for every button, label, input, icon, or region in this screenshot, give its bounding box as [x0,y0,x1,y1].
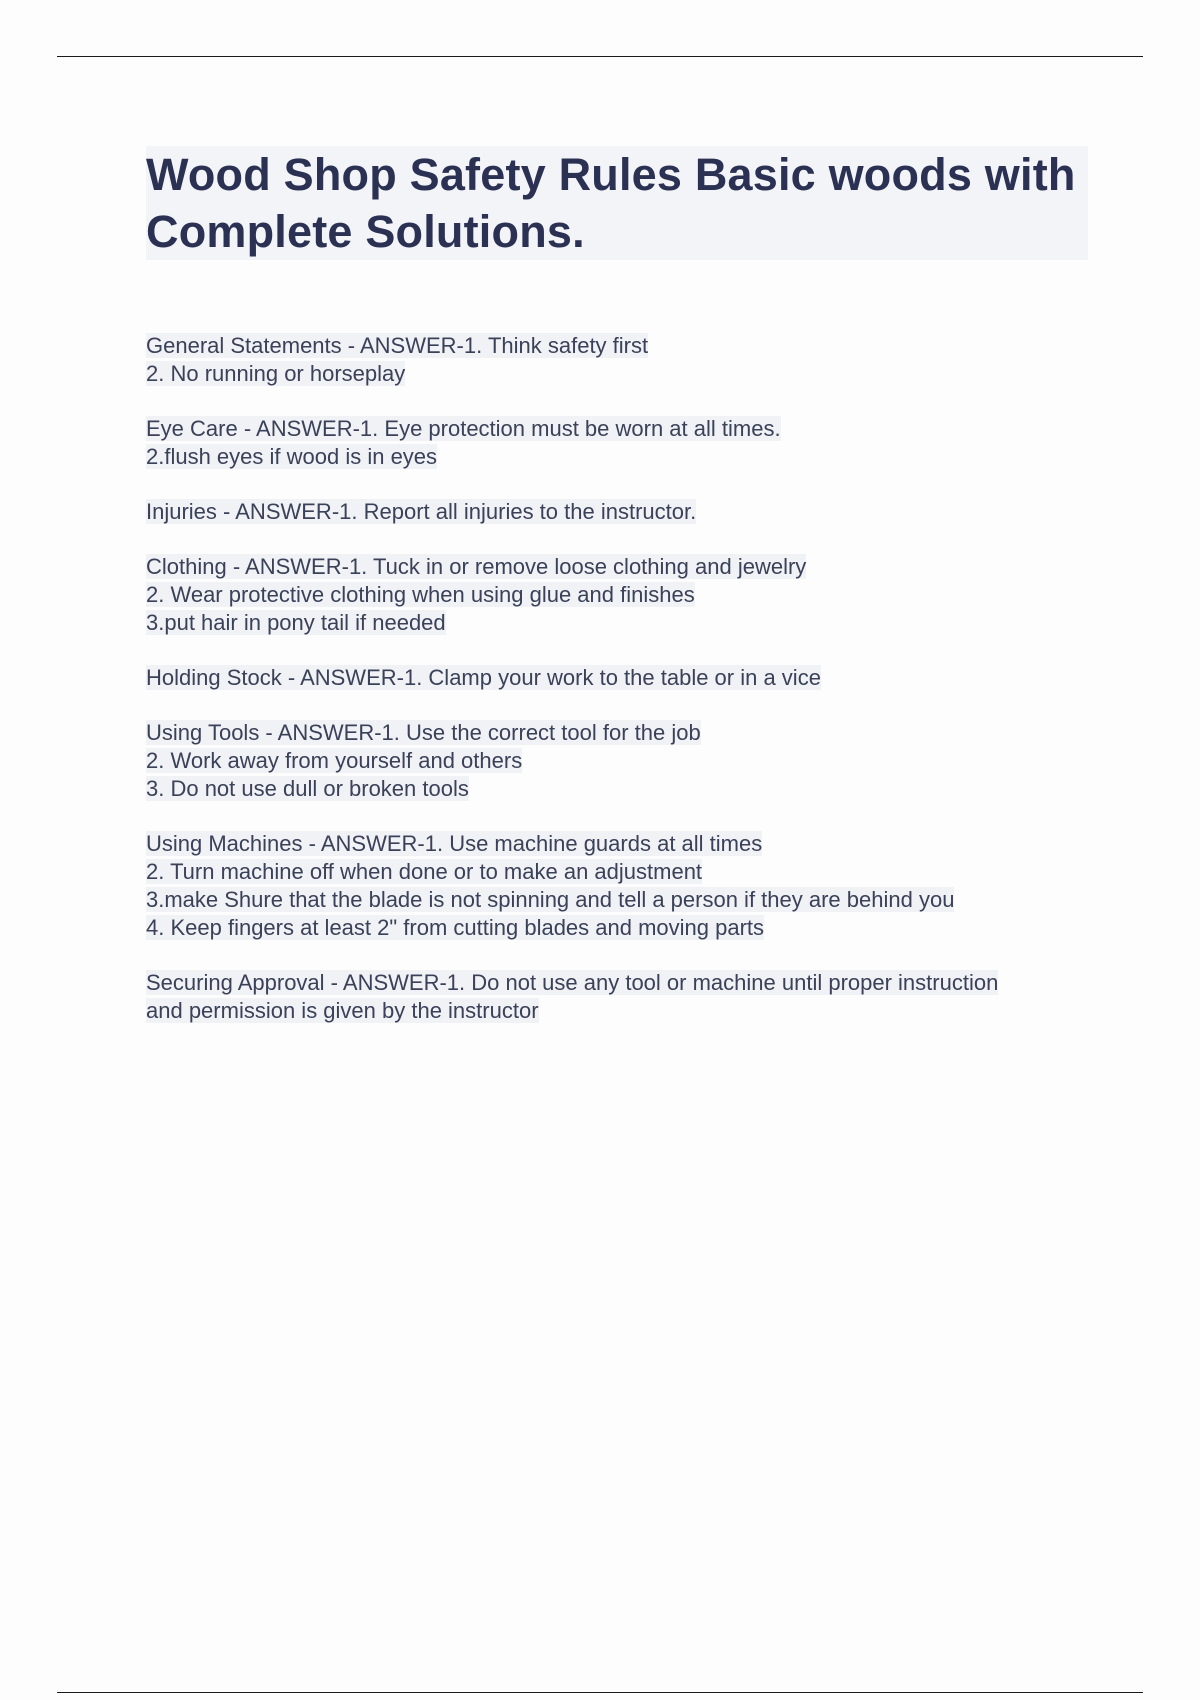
qa-answer-line [146,609,1088,637]
qa-item [146,969,1088,1025]
qa-answer-line [146,360,1088,388]
qa-answer-line [146,747,1088,775]
qa-question-line [146,664,1088,692]
qa-item [146,553,1088,637]
qa-line-text: 2.flush eyes if wood is in eyes [146,444,438,469]
qa-line-text: 3.make Shure that the blade is not spinning and tell a person if they are behind you [146,887,955,912]
qa-item [146,332,1088,388]
qa-question-line [146,332,1088,360]
qa-line-text: Using Tools - ANSWER-1. Use the correct tool for the job [146,720,701,745]
qa-question-line [146,498,1088,526]
qa-item [146,830,1088,942]
qa-item [146,415,1088,471]
qa-line-text: 3.put hair in pony tail if needed [146,610,446,635]
qa-answer-line [146,443,1088,471]
qa-question-line [146,719,1088,747]
qa-line-text: Securing Approval - ANSWER-1. Do not use any tool or machine until proper instruction [146,970,999,995]
qa-answer-line [146,858,1088,886]
qa-question-line [146,415,1088,443]
qa-line-text: 2. Work away from yourself and others [146,748,523,773]
qa-answer-line [146,581,1088,609]
qa-list [146,332,1088,1025]
page-top-rule [57,56,1143,57]
qa-line-text: General Statements - ANSWER-1. Think safety first [146,333,649,358]
qa-answer-line [146,775,1088,803]
page-bottom-rule [57,1692,1143,1693]
qa-line-text: 2. Wear protective clothing when using glue and finishes [146,582,695,607]
qa-question-line [146,969,1088,997]
qa-item [146,498,1088,526]
qa-line-text: 2. Turn machine off when done or to make an adjustment [146,859,703,884]
qa-line-text: and permission is given by the instructor [146,998,539,1023]
qa-line-text: Eye Care - ANSWER-1. Eye protection must be worn at all times. [146,416,781,441]
document-title: Wood Shop Safety Rules Basic woods with Complete Solutions. [146,149,1076,257]
qa-line-text: Using Machines - ANSWER-1. Use machine guards at all times [146,831,763,856]
qa-line-text: Clothing - ANSWER-1. Tuck in or remove loose clothing and jewelry [146,554,807,579]
qa-question-line [146,830,1088,858]
qa-answer-line [146,886,1088,914]
title-block [146,146,1088,260]
qa-answer-line [146,997,1088,1025]
qa-item [146,719,1088,803]
qa-item [146,664,1088,692]
qa-question-line [146,553,1088,581]
qa-line-text: 4. Keep fingers at least 2" from cutting blades and moving parts [146,915,765,940]
document-body [146,146,1088,1052]
qa-line-text: Holding Stock - ANSWER-1. Clamp your work to the table or in a vice [146,665,821,690]
qa-line-text: 3. Do not use dull or broken tools [146,776,469,801]
qa-line-text: Injuries - ANSWER-1. Report all injuries to the instructor. [146,499,697,524]
qa-answer-line [146,914,1088,942]
qa-line-text: 2. No running or horseplay [146,361,406,386]
